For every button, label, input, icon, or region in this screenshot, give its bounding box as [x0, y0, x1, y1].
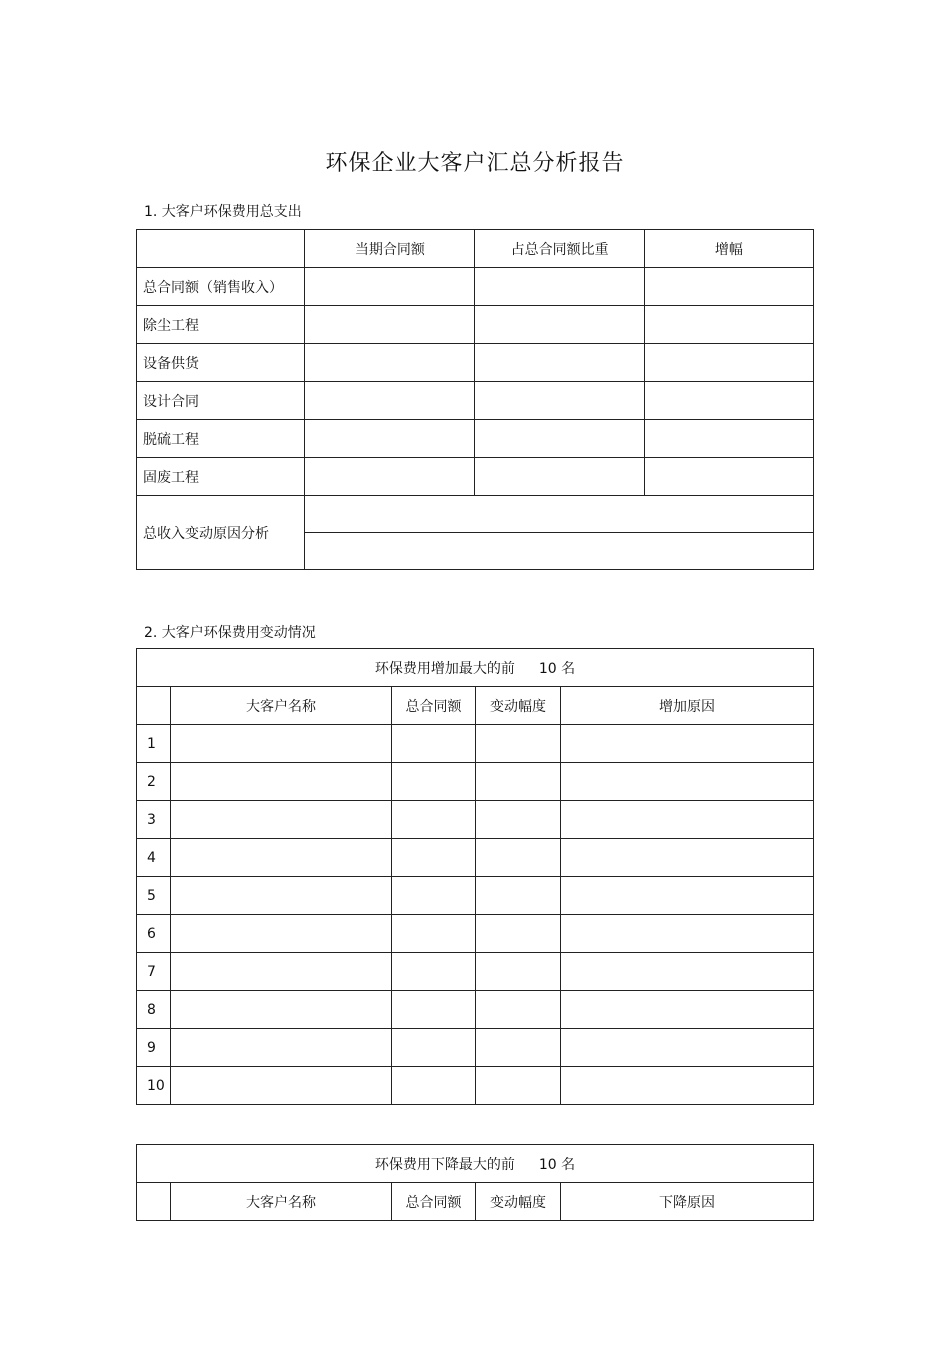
table-title-suffix: 名 [561, 1156, 576, 1173]
row-label-desulfurization: 脱硫工程 [137, 420, 305, 458]
table-row [137, 382, 814, 420]
table-cell[interactable] [475, 420, 644, 458]
analysis-input-line[interactable] [305, 533, 814, 570]
table-cell[interactable] [561, 1029, 814, 1067]
table-cell[interactable] [561, 1067, 814, 1105]
table-cell[interactable] [171, 1029, 392, 1067]
table-cell[interactable] [171, 725, 392, 763]
column-header-increase-reason: 增加原因 [561, 687, 814, 725]
column-header-total-contract: 总合同额 [392, 687, 476, 725]
row-number: 6 [137, 915, 171, 953]
table-cell[interactable] [392, 953, 476, 991]
column-header-decrease-reason: 下降原因 [561, 1183, 814, 1221]
table-cell[interactable] [476, 1029, 561, 1067]
row-number: 3 [137, 801, 171, 839]
section1-heading: 1. 大客户环保费用总支出 [144, 204, 302, 220]
table-header-row [137, 687, 814, 725]
table-cell[interactable] [476, 763, 561, 801]
table-cell[interactable] [476, 953, 561, 991]
table-title [137, 649, 814, 687]
table-cell[interactable] [644, 458, 813, 496]
top10-decrease-table [136, 1144, 814, 1221]
table-cell[interactable] [305, 344, 475, 382]
table-cell[interactable] [392, 991, 476, 1029]
table-row [137, 877, 814, 915]
table-title-row [137, 649, 814, 687]
row-label-solid-waste: 固废工程 [137, 458, 305, 496]
table-row [137, 953, 814, 991]
table-row [137, 420, 814, 458]
table-cell[interactable] [171, 839, 392, 877]
column-header-customer-name: 大客户名称 [171, 687, 392, 725]
table-row [137, 991, 814, 1029]
table-cell[interactable] [476, 839, 561, 877]
table-cell[interactable] [476, 877, 561, 915]
table-cell[interactable] [644, 306, 813, 344]
row-number: 7 [137, 953, 171, 991]
table-row [137, 458, 814, 496]
column-header-growth: 增幅 [644, 230, 813, 268]
table-cell[interactable] [392, 839, 476, 877]
table-cell[interactable] [171, 877, 392, 915]
table-row [137, 344, 814, 382]
table-cell[interactable] [305, 382, 475, 420]
table-title-prefix: 环保费用下降最大的前 [374, 1156, 515, 1173]
table-row [137, 496, 814, 533]
table-cell[interactable] [561, 801, 814, 839]
top10-increase-table [136, 648, 814, 1105]
table-cell[interactable] [305, 458, 475, 496]
table-cell[interactable] [475, 458, 644, 496]
table-title-row [137, 1145, 814, 1183]
table-cell[interactable] [305, 268, 475, 306]
table-row [137, 268, 814, 306]
table-corner-cell [137, 1183, 171, 1221]
table-cell[interactable] [305, 306, 475, 344]
row-label-total-contract: 总合同额（销售收入） [137, 268, 305, 306]
table-cell[interactable] [171, 1067, 392, 1105]
table-cell[interactable] [305, 420, 475, 458]
table-row [137, 725, 814, 763]
table-row [137, 763, 814, 801]
table-cell[interactable] [561, 725, 814, 763]
table-row [137, 306, 814, 344]
row-number: 10 [137, 1067, 171, 1105]
column-header-change-range: 变动幅度 [476, 1183, 561, 1221]
table-cell[interactable] [171, 953, 392, 991]
table-cell[interactable] [644, 344, 813, 382]
table-cell[interactable] [561, 877, 814, 915]
table-cell[interactable] [476, 1067, 561, 1105]
row-number: 1 [137, 725, 171, 763]
row-number: 2 [137, 763, 171, 801]
table-cell[interactable] [392, 1067, 476, 1105]
column-header-share-ratio: 占总合同额比重 [475, 230, 644, 268]
table-cell[interactable] [392, 725, 476, 763]
table-cell[interactable] [476, 801, 561, 839]
row-number: 9 [137, 1029, 171, 1067]
table-title-count: 10 [538, 660, 557, 677]
table-cell[interactable] [475, 268, 644, 306]
row-number: 4 [137, 839, 171, 877]
table-cell[interactable] [561, 763, 814, 801]
table-row [137, 1067, 814, 1105]
table-row [137, 839, 814, 877]
table-cell[interactable] [392, 915, 476, 953]
analysis-input-line[interactable] [305, 496, 814, 533]
table-cell[interactable] [171, 915, 392, 953]
row-label-equipment-supply: 设备供货 [137, 344, 305, 382]
table-cell[interactable] [561, 915, 814, 953]
column-header-customer-name: 大客户名称 [171, 1183, 392, 1221]
report-title: 环保企业大客户汇总分析报告 [325, 151, 625, 176]
table-title [137, 1145, 814, 1183]
table-cell[interactable] [475, 344, 644, 382]
table-corner-cell [137, 230, 305, 268]
table-title-suffix: 名 [561, 660, 576, 677]
table-cell[interactable] [561, 991, 814, 1029]
table-row [137, 915, 814, 953]
table-cell[interactable] [476, 915, 561, 953]
column-header-total-contract: 总合同额 [392, 1183, 476, 1221]
row-number: 5 [137, 877, 171, 915]
table-corner-cell [137, 687, 171, 725]
table-cell[interactable] [392, 877, 476, 915]
table-title-count: 10 [538, 1156, 557, 1173]
table-cell[interactable] [475, 306, 644, 344]
column-header-change-range: 变动幅度 [476, 687, 561, 725]
table-cell[interactable] [475, 382, 644, 420]
table-cell[interactable] [392, 763, 476, 801]
table-cell[interactable] [644, 268, 813, 306]
table-cell[interactable] [171, 991, 392, 1029]
table-cell[interactable] [171, 763, 392, 801]
table-cell[interactable] [644, 420, 813, 458]
table-cell[interactable] [392, 801, 476, 839]
table-cell[interactable] [561, 839, 814, 877]
row-number: 8 [137, 991, 171, 1029]
table-header-row [137, 1183, 814, 1221]
section2-heading: 2. 大客户环保费用变动情况 [144, 625, 316, 641]
row-label-revenue-change-analysis: 总收入变动原因分析 [137, 496, 305, 570]
row-label-design-contract: 设计合同 [137, 382, 305, 420]
table-cell[interactable] [561, 953, 814, 991]
table-cell[interactable] [476, 725, 561, 763]
table-cell[interactable] [392, 1029, 476, 1067]
row-label-dust-removal: 除尘工程 [137, 306, 305, 344]
column-header-current-contract: 当期合同额 [305, 230, 475, 268]
table-cell[interactable] [171, 801, 392, 839]
table-header-row [137, 230, 814, 268]
table-cell[interactable] [644, 382, 813, 420]
table-row [137, 1029, 814, 1067]
table-cell[interactable] [476, 991, 561, 1029]
table-title-prefix: 环保费用增加最大的前 [374, 660, 515, 677]
expense-summary-table [136, 229, 814, 570]
table-row [137, 801, 814, 839]
